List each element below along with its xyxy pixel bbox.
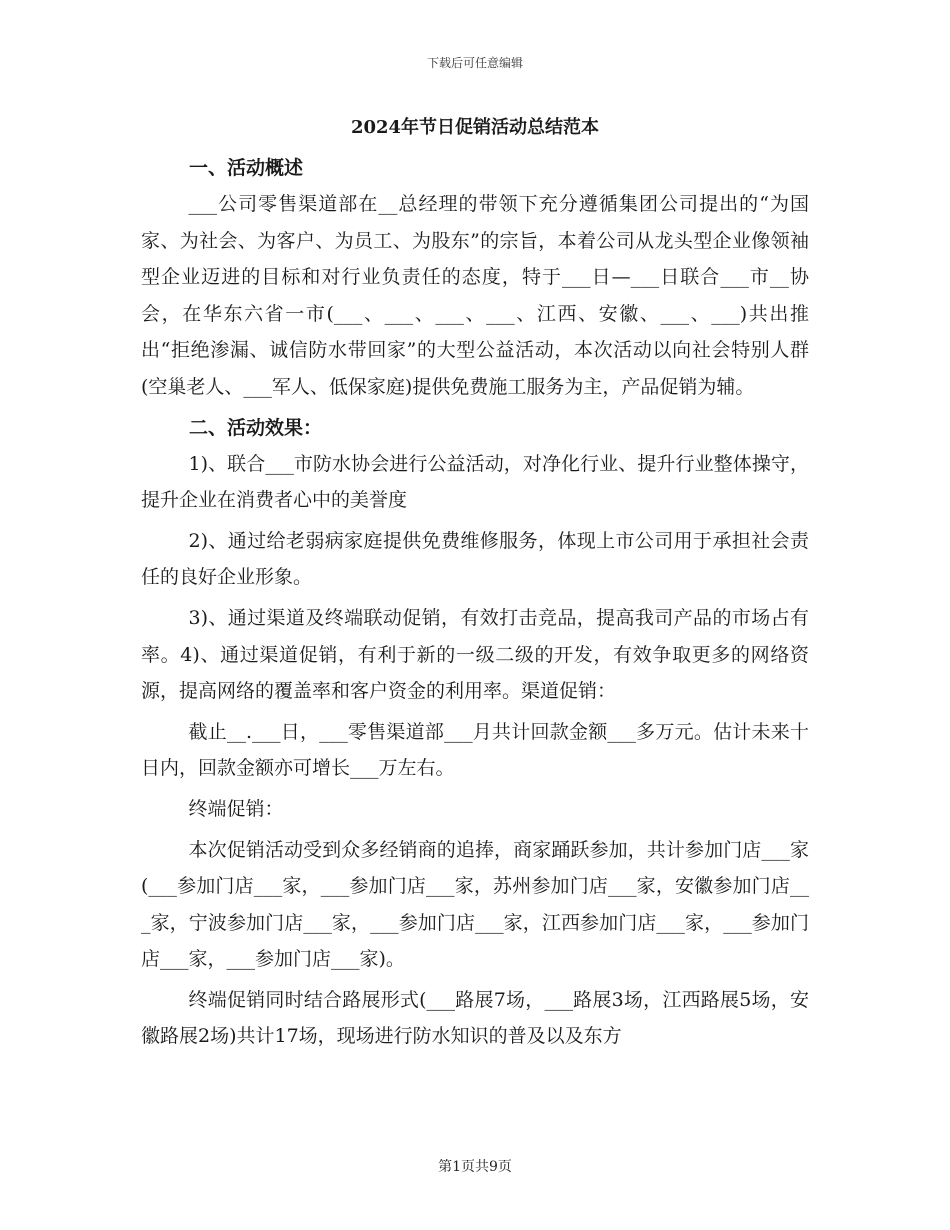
paragraph-effect-2: 2)、通过给老弱病家庭提供免费维修服务，体现上市公司用于承担社会责任的良好企业形象。 xyxy=(141,529,809,589)
header-note: 下载后可任意编辑 xyxy=(426,56,523,70)
paragraph-terminal-label: 终端促销： xyxy=(188,797,284,820)
paragraph-payment-deadline: 截止__.___日，___零售渠道部___月共计回款金额___多万元。估计未来十日内，回款金额亦可增长___万左右。 xyxy=(141,720,809,780)
paragraph-terminal-stores: 本次促销活动受到众多经销商的追捧，商家踊跃参加，共计参加门店___家(___参加门店___家，___参加门店___家，苏州参加门店___家，安徽参加门店___家，宁波参加门店___家，___参加门店___家，江西参加门店___家，___参加门店___家，___参加门店___家)。 xyxy=(141,838,809,971)
document-title: 2024年节日促销活动总结范本 xyxy=(350,117,600,138)
paragraph-roadshow: 终端促销同时结合路展形式(___路展7场，___路展3场，江西路展5场，安徽路展2场)共计17场，现场进行防水知识的普及以及东方 xyxy=(141,988,809,1048)
document-body xyxy=(141,110,809,1055)
section-heading-effects: 二、活动效果： xyxy=(189,416,323,439)
paragraph-effect-3-4: 3)、通过渠道及终端联动促销，有效打击竞品，提高我司产品的市场占有率。4)、通过渠道促销，有利于新的一级二级的开发，有效争取更多的网络资源，提高网络的覆盖率和客户资金的利用率。渠道促销： xyxy=(141,606,809,703)
paragraph-effect-1: 1)、联合___市防水协会进行公益活动，对净化行业、提升行业整体操守，提升企业在消费者心中的美誉度 xyxy=(141,452,809,512)
page-number: 第1页共9页 xyxy=(438,1159,512,1175)
paragraph-overview: ___公司零售渠道部在__总经理的带领下充分遵循集团公司提出的“为国家、为社会、为客户、为员工、为股东”的宗旨，本着公司从龙头型企业像领袖型企业迈进的目标和对行业负责任的态度，特于___日—___日联合___市__协会，在华东六省一市(___、___、___、___、江西、安徽、___、___)共出推出“拒绝渗漏、诚信防水带回家”的大型公益活动，本次活动以向社会特别人群(空巢老人、___军人、低保家庭)提供免费施工服务为主，产品促销为辅。 xyxy=(141,193,809,398)
section-heading-overview: 一、活动概述 xyxy=(189,157,304,179)
